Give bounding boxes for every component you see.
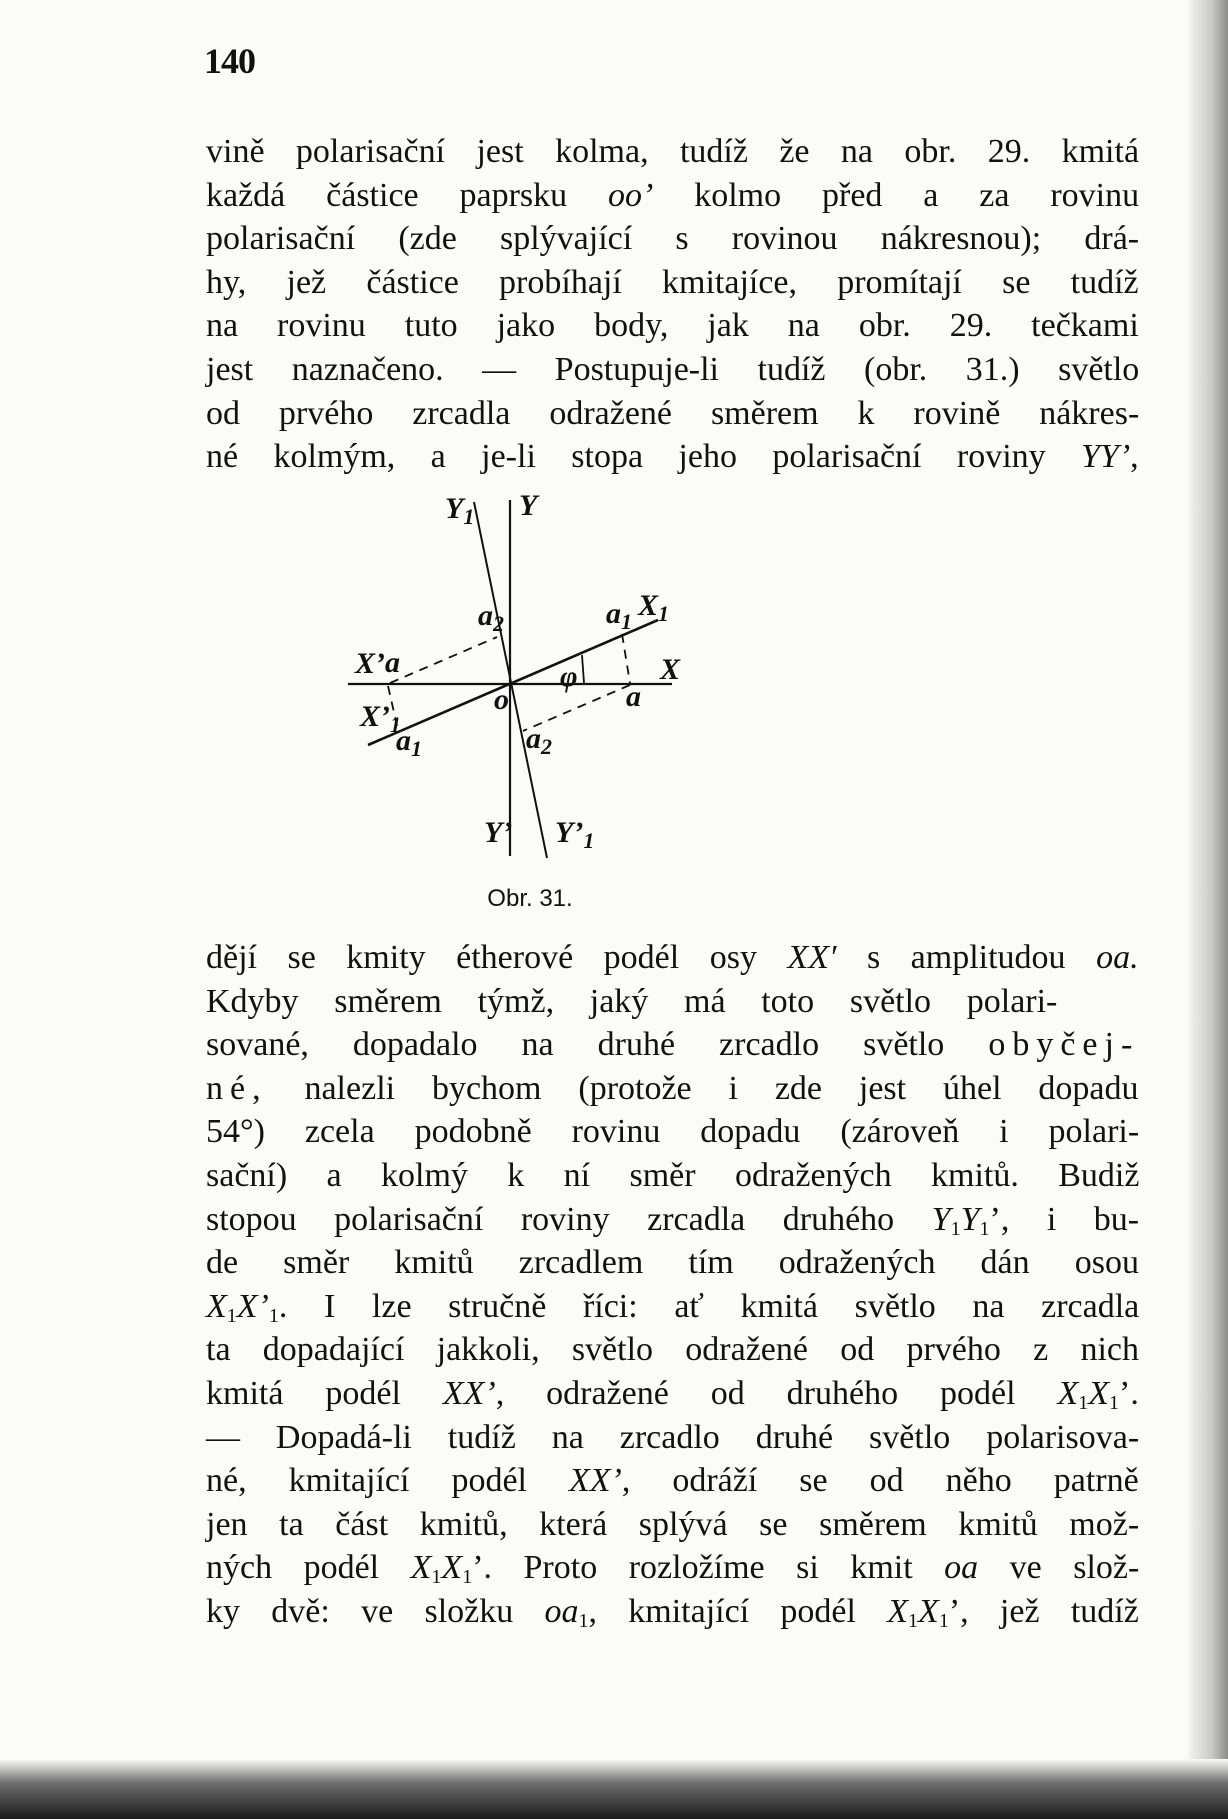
text-line xyxy=(206,936,1139,980)
label-a-right: a xyxy=(626,680,641,713)
subscript: 1 xyxy=(950,1217,961,1240)
text-line xyxy=(206,1372,1139,1416)
label-X-prime: X’ xyxy=(355,647,385,680)
text-run: vině polarisační jest kolma, tudíž že na obr. 29. kmitá xyxy=(206,133,1140,170)
text-run: oo’ xyxy=(608,176,654,214)
text-run: XX’ xyxy=(442,1374,496,1412)
text-line xyxy=(206,1110,1139,1154)
text-run: sované, dopadalo na druhé zrcadlo světlo xyxy=(206,1026,989,1064)
text-run: , odráží se od něho patrně xyxy=(621,1462,1139,1500)
text-run: X xyxy=(918,1592,939,1630)
text-run: stopou polarisační roviny zrcadla druhého xyxy=(206,1200,932,1238)
text-run: de směr kmitů zrcadlem tím odražených dán osou xyxy=(206,1244,1139,1282)
axis-x1 xyxy=(368,620,658,745)
subscript: 1 xyxy=(908,1609,919,1632)
label-Y-prime: Y’ xyxy=(484,816,513,849)
text-run: X xyxy=(410,1549,432,1587)
label-o: o xyxy=(494,683,509,716)
text-run: oa xyxy=(944,1549,979,1587)
text-run: XX′ xyxy=(787,939,837,976)
text-run: každá částice paprsku xyxy=(206,176,609,214)
text-line xyxy=(206,1067,1139,1111)
text-run: polarisační (zde splývající s rovinou nákresnou); drá- xyxy=(206,220,1140,258)
text-run: né, xyxy=(206,1069,268,1107)
subscript: 1 xyxy=(431,1566,442,1589)
text-run: ’, i bu- xyxy=(989,1200,1140,1238)
text-run: , odražené od druhého podél xyxy=(495,1374,1058,1412)
text-line xyxy=(206,1154,1139,1198)
dashed-a1-a-right xyxy=(622,634,630,683)
text-run: ’. xyxy=(1119,1374,1139,1412)
text-run: YY’ xyxy=(1081,438,1131,476)
text-run: ’, jež tudíž xyxy=(948,1592,1139,1630)
text-run: ných podél xyxy=(206,1549,411,1587)
label-X: X xyxy=(660,653,681,686)
text-run: s amplitudou xyxy=(836,939,1097,976)
text-run: Kdyby směrem týmž, jaký má toto světlo polari- xyxy=(206,982,1058,1020)
text-run: , kmitající podél xyxy=(588,1592,888,1630)
text-run: jest naznačeno. — Postupuje-li tudíž (obr. 31.) světlo xyxy=(206,350,1140,388)
text-run: X xyxy=(1057,1374,1079,1412)
text-run: . I lze stručně říci: ať kmitá světlo na zrcadla xyxy=(278,1287,1140,1325)
label-a2-upper: $a_2$ xyxy=(478,599,504,636)
text-line xyxy=(206,980,1139,1024)
text-run: oa. xyxy=(1096,939,1139,976)
subscript: 1 xyxy=(578,1609,589,1632)
label-Y1-prime: $Y’_1$ xyxy=(555,816,595,853)
label-X1-prime: $X’_1$ xyxy=(360,700,401,737)
text-run: dějí se kmity étherové podél osy xyxy=(206,939,788,976)
text-run: kmitá podél xyxy=(206,1374,443,1412)
subscript: 1 xyxy=(938,1609,949,1632)
text-run: ky dvě: ve složku xyxy=(206,1592,545,1630)
text-run: oa xyxy=(544,1592,579,1630)
text-run: ta dopadající jakkoli, světlo odražené od prvého z nich xyxy=(206,1331,1140,1369)
subscript: 1 xyxy=(226,1304,237,1327)
text-run: X’ xyxy=(236,1287,269,1325)
text-line xyxy=(206,1503,1139,1547)
subscript: 1 xyxy=(979,1217,990,1240)
subscript: 1 xyxy=(268,1304,279,1327)
paragraph-bottom xyxy=(206,936,1139,1634)
text-line xyxy=(206,1590,1139,1634)
figure-caption: Obr. 31. xyxy=(487,885,573,912)
label-phi: φ xyxy=(560,660,578,693)
subscript: 1 xyxy=(1109,1391,1120,1414)
label-a2-lower: $a_2$ xyxy=(526,722,552,759)
dashed-a-a2-upper xyxy=(390,637,497,683)
label-a1-right: $a_1$ xyxy=(606,597,632,634)
text-line xyxy=(206,1459,1139,1503)
text-run: Y xyxy=(960,1200,980,1238)
label-a1-left: $a_1$ xyxy=(396,724,422,761)
text-line xyxy=(206,1023,1139,1067)
text-line xyxy=(206,1241,1139,1285)
text-line xyxy=(206,1328,1139,1372)
subscript: 1 xyxy=(1078,1391,1089,1414)
text-run: kolmo před a za rovinu xyxy=(653,176,1140,214)
label-X1: $X_1$ xyxy=(638,589,670,626)
text-run: Y xyxy=(931,1200,951,1238)
text-run: sační) a kolmý k ní směr odražených kmitů. Budiž xyxy=(206,1156,1140,1194)
label-Y: Y xyxy=(519,489,538,522)
text-run: , xyxy=(1130,438,1139,476)
text-run: X xyxy=(441,1549,463,1587)
text-run: od prvého zrcadla odražené směrem k rovině nákres- xyxy=(206,394,1140,432)
text-run: jen ta část kmitů, která splývá se směrem kmitů mož- xyxy=(206,1505,1140,1543)
text-run: ve slož- xyxy=(978,1549,1140,1587)
label-a-left: a xyxy=(385,646,400,679)
text-run: né, kmitající podél xyxy=(206,1462,569,1500)
subscript: 1 xyxy=(462,1566,473,1589)
phi-marker xyxy=(582,655,584,683)
text-run: na rovinu tuto jako body, jak na obr. 29. tečkami xyxy=(206,307,1139,345)
text-line xyxy=(206,1416,1139,1460)
text-line xyxy=(206,1546,1139,1590)
text-line xyxy=(206,1198,1139,1242)
text-run: — Dopadá-li tudíž na zrcadlo druhé světlo polarisova- xyxy=(206,1418,1140,1456)
text-line xyxy=(206,1285,1139,1329)
text-run: X xyxy=(887,1592,909,1630)
text-run: 54°) zcela podobně rovinu dopadu (zároveň i polari- xyxy=(206,1113,1140,1151)
page-number: 140 xyxy=(204,41,255,81)
text-run: X xyxy=(1088,1374,1110,1412)
text-run: né kolmým, a je-li stopa jeho polarisační roviny xyxy=(206,438,1082,476)
text-run: ’. Proto rozložíme si kmit xyxy=(472,1549,945,1587)
label-Y1: $Y_1$ xyxy=(445,492,475,529)
text-run: X xyxy=(206,1287,227,1325)
text-run: hy, jež částice probíhají kmitajíce, promítají se tudíž xyxy=(206,263,1139,301)
text-run: obyčej- xyxy=(988,1026,1140,1064)
text-run: nalezli bychom (protože i zde jest úhel dopadu xyxy=(267,1069,1139,1107)
text-run: XX’ xyxy=(569,1462,622,1500)
